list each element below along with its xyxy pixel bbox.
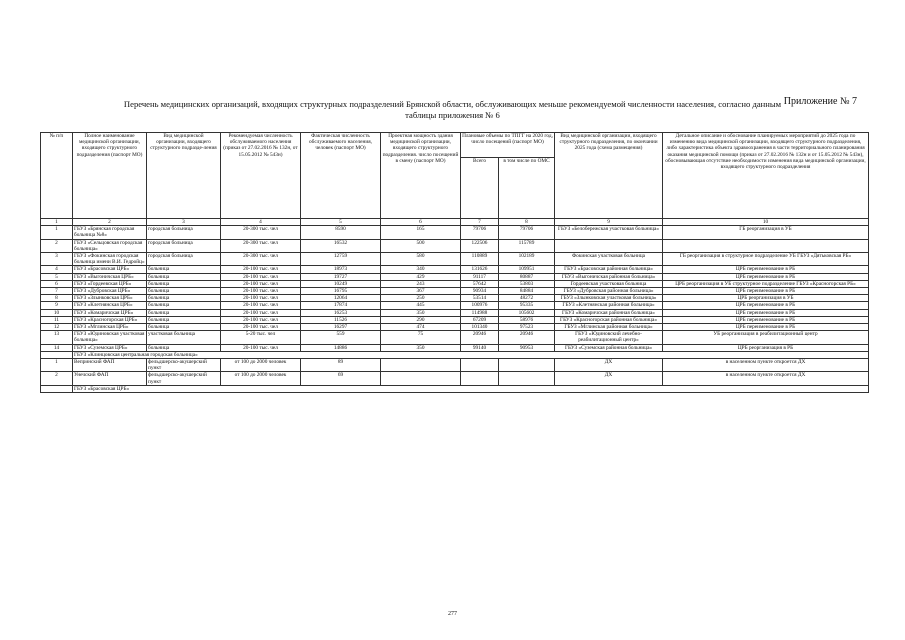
cell-recommended: от 100 до 2000 человек [221, 372, 301, 385]
cell-kind: больница [147, 280, 221, 287]
cell-desc: ЦРБ переименование в РБ [663, 302, 869, 309]
cell-kind: фельдшерско-акушерский пункт [147, 359, 221, 372]
cell-oms: 84884 [499, 288, 555, 295]
cell-kind: больница [147, 288, 221, 295]
cell-actual: 11526 [301, 316, 381, 323]
cell-actual: 17874 [301, 302, 381, 309]
cell-total: 110889 [461, 253, 499, 266]
table-row [41, 316, 869, 323]
header-type-after: Вид медицинской организации, входящего структурного подразделения, по окончании 2025 года (схема размещения) [555, 133, 663, 219]
cell-desc: ЦРБ переименование в РБ [663, 309, 869, 316]
cell-org: ГБУЗ «Комаричская ЦРБ» [73, 309, 147, 316]
cell-recommended: 20-100 тыс. чел [221, 344, 301, 351]
table-row [41, 253, 869, 266]
cell-desc: в населенном пункте откроется ДХ [663, 372, 869, 385]
cell-after: ДХ [555, 359, 663, 372]
appendix-label: Приложение № 7 [783, 96, 857, 107]
header-volumes-total: Всего [461, 158, 499, 219]
cell-actual: 12064 [301, 295, 381, 302]
cell-kind: фельдшерско-акушерский пункт [147, 372, 221, 385]
cell-kind: участковая больница [147, 331, 221, 344]
cell-org: ГБУЗ «Злынковская ЦРБ» [73, 295, 147, 302]
table-row [41, 302, 869, 309]
cell-capacity [381, 372, 461, 385]
section-title: ГБУЗ «Брасовская ЦРБ» [73, 385, 869, 392]
cell-total: 67209 [461, 316, 499, 323]
section-row [41, 351, 869, 358]
cell-recommended: 20-300 тыс. чел [221, 239, 301, 252]
cell-capacity [381, 359, 461, 372]
column-number: 5 [301, 219, 381, 226]
column-number: 3 [147, 219, 221, 226]
cell-kind: больница [147, 302, 221, 309]
column-number: 1 [41, 219, 73, 226]
column-number: 6 [381, 219, 461, 226]
cell-org: ГБУЗ «Брянская городская больница №8» [73, 226, 147, 239]
cell-num: 12 [41, 324, 73, 331]
cell-actual: 16795 [301, 288, 381, 295]
cell-num: 1 [41, 226, 73, 239]
cell-capacity: 500 [381, 239, 461, 252]
cell-recommended: 20-300 тыс. чел [221, 226, 301, 239]
cell-capacity: 429 [381, 273, 461, 280]
cell-recommended: 20-100 тыс. чел [221, 266, 301, 273]
cell-actual: 19727 [301, 273, 381, 280]
cell-total: 131626 [461, 266, 499, 273]
cell-total: 53514 [461, 295, 499, 302]
cell-after: ГБУЗ «Мглинская районная больница» [555, 324, 663, 331]
cell-kind: больница [147, 295, 221, 302]
column-number: 2 [73, 219, 147, 226]
cell-actual: 16532 [301, 239, 381, 252]
table-row [41, 344, 869, 351]
cell-actual: 16253 [301, 309, 381, 316]
table-row [41, 280, 869, 287]
cell-total: 101340 [461, 324, 499, 331]
cell-capacity: 474 [381, 324, 461, 331]
cell-desc: ЦРБ реорганизация в УБ структурное подразделение ГБУЗ «Красногорская РБ» [663, 280, 869, 287]
cell-recommended: 20-100 тыс. чел [221, 309, 301, 316]
cell-org: ГБУЗ «Дубровская ЦРБ» [73, 288, 147, 295]
cell-kind: городская больница [147, 239, 221, 252]
table-row [41, 226, 869, 239]
cell-actual: 18973 [301, 266, 381, 273]
cell-total: 122506 [461, 239, 499, 252]
cell-total: 91117 [461, 273, 499, 280]
section-spacer [41, 351, 73, 358]
cell-oms: 53803 [499, 280, 555, 287]
cell-total [461, 359, 499, 372]
column-number: 7 [461, 219, 499, 226]
cell-desc: ЦРБ переименование в РБ [663, 266, 869, 273]
cell-total: 57642 [461, 280, 499, 287]
header-volumes-oms: в том числе по ОМС [499, 158, 555, 219]
cell-org: ГБУЗ «Красногорская ЦРБ» [73, 316, 147, 323]
cell-desc: ГБ реорганизация в структурное подразделение УБ ГБУЗ «Дятьковская РБ» [663, 253, 869, 266]
cell-after: Гордеевская участковая больница [555, 280, 663, 287]
cell-desc: ЦРБ переименование в РБ [663, 324, 869, 331]
cell-total: 99140 [461, 344, 499, 351]
cell-recommended: 20-300 тыс. чел [221, 253, 301, 266]
table-row [41, 324, 869, 331]
cell-actual: 16297 [301, 324, 381, 331]
cell-actual: 8590 [301, 226, 381, 239]
cell-actual: 14886 [301, 344, 381, 351]
table-row [41, 359, 869, 372]
cell-total: 20946 [461, 331, 499, 344]
cell-recommended: от 100 до 2000 человек [221, 359, 301, 372]
table-row [41, 309, 869, 316]
table-row [41, 372, 869, 385]
section-spacer [41, 385, 73, 392]
cell-oms: 58976 [499, 316, 555, 323]
cell-num: 7 [41, 288, 73, 295]
cell-org: ГБУЗ «Суземская ЦРБ» [73, 344, 147, 351]
cell-capacity: 340 [381, 266, 461, 273]
column-number: 8 [499, 219, 555, 226]
cell-oms: 90953 [499, 344, 555, 351]
cell-after: ГБУЗ «Злынковская участковая больница» [555, 295, 663, 302]
cell-desc: ЦРБ переименование в РБ [663, 288, 869, 295]
cell-recommended: 20-100 тыс. чел [221, 273, 301, 280]
section-title: ГБУЗ «Клинцовская центральная городская больница» [73, 351, 869, 358]
cell-oms: 48272 [499, 295, 555, 302]
cell-num: 10 [41, 309, 73, 316]
page-number: 277 [448, 611, 457, 617]
cell-actual: 10249 [301, 280, 381, 287]
cell-kind: больница [147, 324, 221, 331]
cell-org: ГБУЗ «Гордеевская ЦРБ» [73, 280, 147, 287]
cell-total: 79706 [461, 226, 499, 239]
cell-capacity: 350 [381, 309, 461, 316]
cell-num: 3 [41, 253, 73, 266]
cell-num: 4 [41, 266, 73, 273]
cell-recommended: 20-100 тыс. чел [221, 302, 301, 309]
cell-capacity: 350 [381, 344, 461, 351]
cell-kind: больница [147, 309, 221, 316]
header-num: № п/п [41, 133, 73, 219]
cell-num: 13 [41, 331, 73, 344]
cell-kind: городская больница [147, 226, 221, 239]
cell-num: 9 [41, 302, 73, 309]
cell-oms: 102189 [499, 253, 555, 266]
cell-desc [663, 239, 869, 252]
organizations-table [40, 132, 869, 393]
cell-after: ГБУЗ «Выгоничская районная больница» [555, 273, 663, 280]
header-volumes: Плановые объемы по ТПГГ на 2020 год, число посещений (паспорт МО) [461, 133, 555, 158]
cell-after: ГБУЗ «Юдиновский лечебно-реабилитационный центр» [555, 331, 663, 344]
cell-after: ДХ [555, 372, 663, 385]
cell-org: Унечский ФАП [73, 372, 147, 385]
cell-num: 14 [41, 344, 73, 351]
header-description: Детальное описание и обоснование планируемых мероприятий до 2025 года по изменению вида медицинской организации, входящего структурного подразделения, либо характеристика объекта здравоохранения в части территориального планирования оказания медицинской помощи (приказ от 27.02.2016 № 132н и от 15.05.2012 № 543н), обосновывающая отсутствие необходимости изменения вида медицинской организации, входящего структурного подразделения [663, 133, 869, 219]
cell-capacity: 580 [381, 253, 461, 266]
table-row [41, 331, 869, 344]
cell-after: ГБУЗ «Суземская районная больница» [555, 344, 663, 351]
cell-after: ГБУЗ «Брасовская районная больница» [555, 266, 663, 273]
cell-desc: ЦРБ переименование в РБ [663, 316, 869, 323]
header-actual: Фактическая численность обслуживаемого населения, человек (паспорт МО) [301, 133, 381, 219]
cell-kind: больница [147, 316, 221, 323]
cell-org: ГБУЗ «Клетнянская ЦРБ» [73, 302, 147, 309]
header-org: Полное наименование медицинской организации, входящего структурного подразделения (паспорт МО) [73, 133, 147, 219]
cell-capacity: 250 [381, 295, 461, 302]
cell-oms: 79706 [499, 226, 555, 239]
title-line-2: таблицы приложения № 6 [405, 110, 500, 120]
cell-recommended: 20-100 тыс. чел [221, 324, 301, 331]
table-row [41, 239, 869, 252]
cell-org: ГБУЗ «Фокинская городская больница имени В.И. Гедройц» [74, 253, 145, 266]
table-row [41, 295, 869, 302]
cell-after [555, 239, 663, 252]
cell-desc: ЦРБ переименование в РБ [663, 273, 869, 280]
cell-recommended: 5-20 тыс. чел [221, 331, 301, 344]
cell-recommended: 20-100 тыс. чел [221, 280, 301, 287]
cell-actual: 559 [301, 331, 381, 344]
header-kind: Вид медицинской организации, входящего структурного подразде-ления [147, 133, 221, 219]
cell-desc: ЦРБ реорганизация в УБ [663, 295, 869, 302]
column-number: 4 [221, 219, 301, 226]
cell-capacity: 290 [381, 316, 461, 323]
cell-capacity: 367 [381, 288, 461, 295]
cell-oms: 80887 [499, 273, 555, 280]
cell-capacity: 445 [381, 302, 461, 309]
table-row [41, 273, 869, 280]
cell-org: ГБУЗ «Мглинская ЦРБ» [73, 324, 147, 331]
cell-desc: ГБ реорганизация в УБ [663, 226, 869, 239]
cell-total: 100976 [461, 302, 499, 309]
cell-oms: 97523 [499, 324, 555, 331]
cell-kind: больница [147, 273, 221, 280]
cell-actual: 12759 [301, 253, 381, 266]
column-number-row [41, 219, 869, 226]
table-row [41, 288, 869, 295]
column-number: 10 [663, 219, 869, 226]
cell-kind: городская больница [147, 253, 221, 266]
header-recommended: Рекомендуемая численность обслуживаемого населения (приказ от 27.02.2016 № 132н, от 15.05.2012 № 543н) [221, 133, 301, 219]
column-number: 9 [555, 219, 663, 226]
cell-actual: 69 [301, 372, 381, 385]
cell-num: 1 [41, 359, 73, 372]
cell-org: ГБУЗ «Юдиновская участковая больница» [73, 331, 147, 344]
cell-org: ГБУЗ «Брасовская ЦРБ» [73, 266, 147, 273]
cell-desc: ЦРБ реорганизация в РБ [663, 344, 869, 351]
cell-after: Фокинская участковая больница [555, 253, 663, 266]
cell-recommended: 20-100 тыс. чел [221, 316, 301, 323]
cell-num: 5 [41, 273, 73, 280]
section-row [41, 385, 869, 392]
cell-after: ГБУЗ «Клетнянская районная больница» [555, 302, 663, 309]
cell-capacity: 75 [381, 331, 461, 344]
cell-total: 114988 [461, 309, 499, 316]
cell-oms [499, 372, 555, 385]
header-row [41, 133, 869, 158]
cell-desc: в населенном пункте откроется ДХ [663, 359, 869, 372]
cell-after: ГБУЗ «Комаричская районная больница» [555, 309, 663, 316]
cell-actual: 89 [301, 359, 381, 372]
cell-num: 2 [41, 372, 73, 385]
cell-org: Вепринский ФАП [73, 359, 147, 372]
cell-after: ГБУЗ «Красногорская районная больница» [555, 316, 663, 323]
cell-num: 11 [41, 316, 73, 323]
cell-oms: 95335 [499, 302, 555, 309]
cell-kind: больница [147, 266, 221, 273]
cell-capacity: 165 [381, 226, 461, 239]
cell-total [461, 372, 499, 385]
cell-num: 8 [41, 295, 73, 302]
cell-oms: 20946 [499, 331, 555, 344]
cell-after: ГБУЗ «Белобережская участковая больница» [555, 226, 663, 239]
cell-oms: 105602 [499, 309, 555, 316]
cell-num: 2 [41, 239, 73, 252]
cell-org: ГБУЗ «Сельцовская городская больница» [73, 239, 147, 252]
cell-recommended: 20-100 тыс. чел [221, 295, 301, 302]
cell-desc: УБ реорганизация в реабилитационный центр [663, 331, 869, 344]
cell-recommended: 20-100 тыс. чел [221, 288, 301, 295]
cell-oms: 115789 [499, 239, 555, 252]
title-line-1: Перечень медицинских организаций, входящих структурных подразделений Брянской области, обслуживающих меньше рекомендуемой численности населения, согласно данным [123, 99, 782, 109]
cell-org: ГБУЗ «Выгоничская ЦРБ» [73, 273, 147, 280]
cell-oms [499, 359, 555, 372]
document-title [40, 99, 865, 121]
cell-num: 6 [41, 280, 73, 287]
cell-kind: больница [147, 344, 221, 351]
cell-capacity: 243 [381, 280, 461, 287]
cell-total: 90934 [461, 288, 499, 295]
cell-after: ГБУЗ «Дубровская районная больница» [555, 288, 663, 295]
table-row [41, 266, 869, 273]
header-capacity: Проектная мощность здания медицинской организации, входящего структурного подразделения. число посещений в смену (паспорт МО) [381, 133, 461, 219]
cell-oms: 109951 [499, 266, 555, 273]
